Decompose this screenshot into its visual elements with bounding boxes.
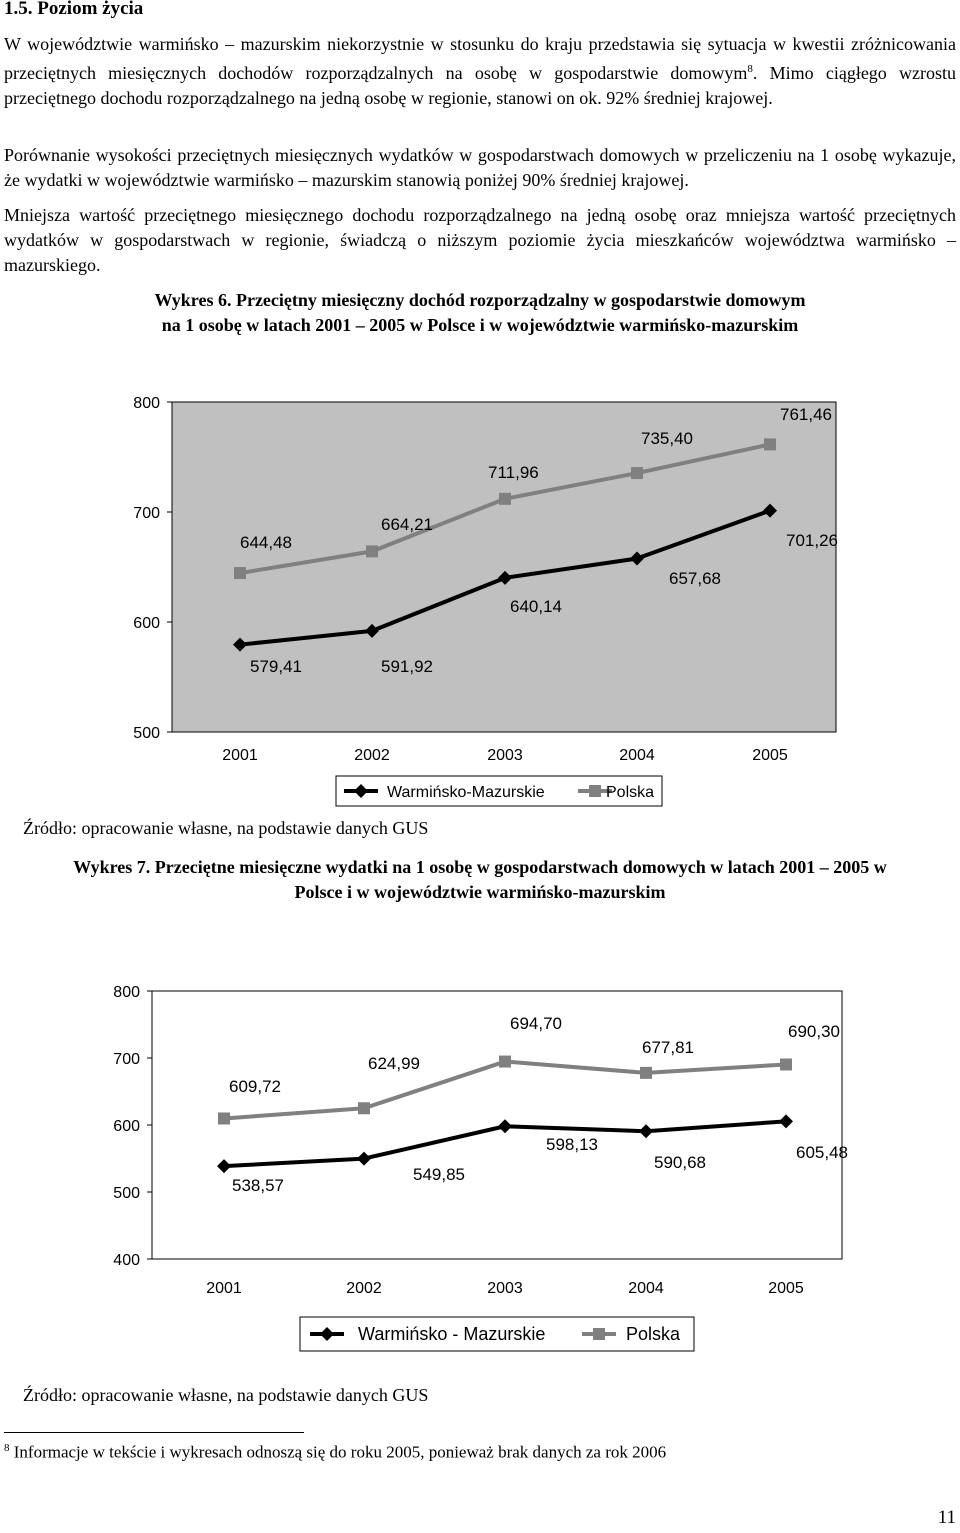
chart6-data-label: 657,68 [669, 569, 721, 588]
chart7-data-point [358, 1102, 370, 1114]
chart6-data-point [631, 467, 643, 479]
chart7-caption [0, 855, 960, 905]
chart6-legend-marker [589, 785, 601, 797]
chart7-data-point [640, 1067, 652, 1079]
chart7-data-label: 598,13 [546, 1135, 598, 1154]
chart6-data-label: 701,26 [786, 531, 838, 550]
chart7-data-label: 694,70 [510, 1014, 562, 1033]
chart7-y-tick-label: 800 [113, 984, 140, 1001]
chart6-legend-label: Warmińsko-Mazurskie [387, 784, 545, 801]
footnote-reference[interactable]: 8 [747, 63, 753, 75]
chart7-expenses [0, 965, 960, 1385]
chart6-data-label: 579,41 [250, 657, 302, 676]
chart7-data-point [780, 1058, 792, 1070]
chart6-data-label: 640,14 [510, 597, 562, 616]
chart6-y-tick-label: 700 [133, 505, 160, 522]
paragraph-income-text-a: W województwie warmińsko – mazurskim niekorzystnie w stosunku do kraju przedstawia się sytuacja w kwestii zróżnicowania przeciętnych miesięcznych dochodów rozporządzalnych na osobę w gospodarstwie domowym [4, 34, 956, 83]
page-number: 11 [937, 1507, 956, 1528]
chart7-caption-line1: Wykres 7. Przeciętne miesięczne wydatki na 1 osobę w gospodarstwach domowych w latach 2001 – 2005 w [73, 857, 887, 877]
chart6-data-label: 591,92 [381, 657, 433, 676]
chart7-data-label: 609,72 [229, 1077, 281, 1096]
chart6-x-tick-label: 2005 [752, 747, 788, 764]
chart7-legend-label: Warmińsko - Mazurskie [358, 1324, 546, 1344]
chart6-caption-line2: na 1 osobę w latach 2001 – 2005 w Polsce i w województwie warmińsko-mazurskim [161, 315, 799, 335]
chart7-x-tick-label: 2002 [346, 1280, 382, 1297]
chart7-x-tick-label: 2004 [628, 1280, 664, 1297]
chart7-data-label: 549,85 [413, 1165, 465, 1184]
chart7-x-tick-label: 2003 [487, 1280, 523, 1297]
section-heading: 1.5. Poziom życia [4, 0, 144, 19]
chart6-data-point [234, 567, 246, 579]
chart6-data-point [499, 493, 511, 505]
footnote-divider [4, 1432, 304, 1433]
chart6-caption-line1: Wykres 6. Przeciętny miesięczny dochód rozporządzalny w gospodarstwie domowym [154, 290, 806, 310]
footnote [4, 1442, 666, 1463]
chart7-data-label: 538,57 [232, 1176, 284, 1195]
chart6-data-point [764, 438, 776, 450]
chart7-legend-marker [593, 1328, 605, 1340]
chart6-x-tick-label: 2001 [222, 747, 258, 764]
chart7-y-tick-label: 400 [113, 1252, 140, 1269]
chart7-y-tick-label: 700 [113, 1051, 140, 1068]
chart7-data-point [218, 1112, 230, 1124]
chart6-y-tick-label: 800 [133, 395, 160, 412]
chart6-data-point [366, 545, 378, 557]
chart6-legend-label: Polska [606, 784, 655, 801]
chart6-x-tick-label: 2002 [354, 747, 390, 764]
chart6-x-tick-label: 2004 [619, 747, 655, 764]
chart6-data-label: 711,96 [488, 463, 539, 482]
chart7-x-tick-label: 2005 [768, 1280, 804, 1297]
chart7-source: Źródło: opracowanie własne, na podstawie danych GUS [23, 1385, 429, 1405]
chart6-x-tick-label: 2003 [487, 747, 523, 764]
chart7-x-tick-label: 2001 [206, 1280, 242, 1297]
chart7-legend-label: Polska [626, 1324, 681, 1344]
footnote-text: Informacje w tekście i wykresach odnoszą się do roku 2005, ponieważ brak danych za rok 2006 [13, 1442, 667, 1462]
chart6-caption [0, 288, 960, 338]
footnote-number: 8 [4, 1442, 10, 1454]
paragraph-income-text-b: . Mimo ciągłego wzrostu przeciętnego dochodu rozporządzalnego na jedną osobę w regionie, stanowi on ok. 92% średniej krajowej. [4, 63, 957, 108]
paragraph-income [4, 32, 956, 111]
chart7-data-label: 624,99 [368, 1054, 420, 1073]
chart6-y-tick-label: 500 [133, 725, 160, 742]
chart7-data-point [499, 1056, 511, 1068]
chart7-caption-line2: Polsce i w województwie warmińsko-mazurskim [294, 882, 666, 902]
chart7-y-tick-label: 500 [113, 1185, 140, 1202]
chart6-data-label: 664,21 [381, 515, 433, 534]
chart7-data-label: 677,81 [642, 1038, 694, 1057]
paragraph-conclusion: Mniejsza wartość przeciętnego miesięcznego dochodu rozporządzalnego na jedną osobę oraz mniejsza wartość przeciętnych wydatków w gospodarstwach w regionie, świadczą o niższym poziomie życia mieszkańców województwa warmińsko – mazurskiego. [4, 205, 956, 275]
paragraph-expenses: Porównanie wysokości przeciętnych miesięcznych wydatków w gospodarstwach domowych w przeliczeniu na 1 osobę wykazuje, że wydatki w województwie warmińsko – mazurskim stanowią poniżej 90% średniej krajowej. [4, 145, 956, 190]
chart6-data-label: 761,46 [780, 405, 832, 424]
chart7-y-tick-label: 600 [113, 1118, 140, 1135]
chart6-income [0, 380, 960, 820]
chart6-data-label: 735,40 [641, 429, 693, 448]
chart6-source: Źródło: opracowanie własne, na podstawie danych GUS [23, 818, 429, 838]
chart7-data-label: 690,30 [788, 1022, 840, 1041]
chart7-data-label: 605,48 [796, 1143, 848, 1162]
chart6-y-tick-label: 600 [133, 615, 160, 632]
chart7-data-label: 590,68 [654, 1153, 706, 1172]
chart6-data-label: 644,48 [240, 533, 292, 552]
